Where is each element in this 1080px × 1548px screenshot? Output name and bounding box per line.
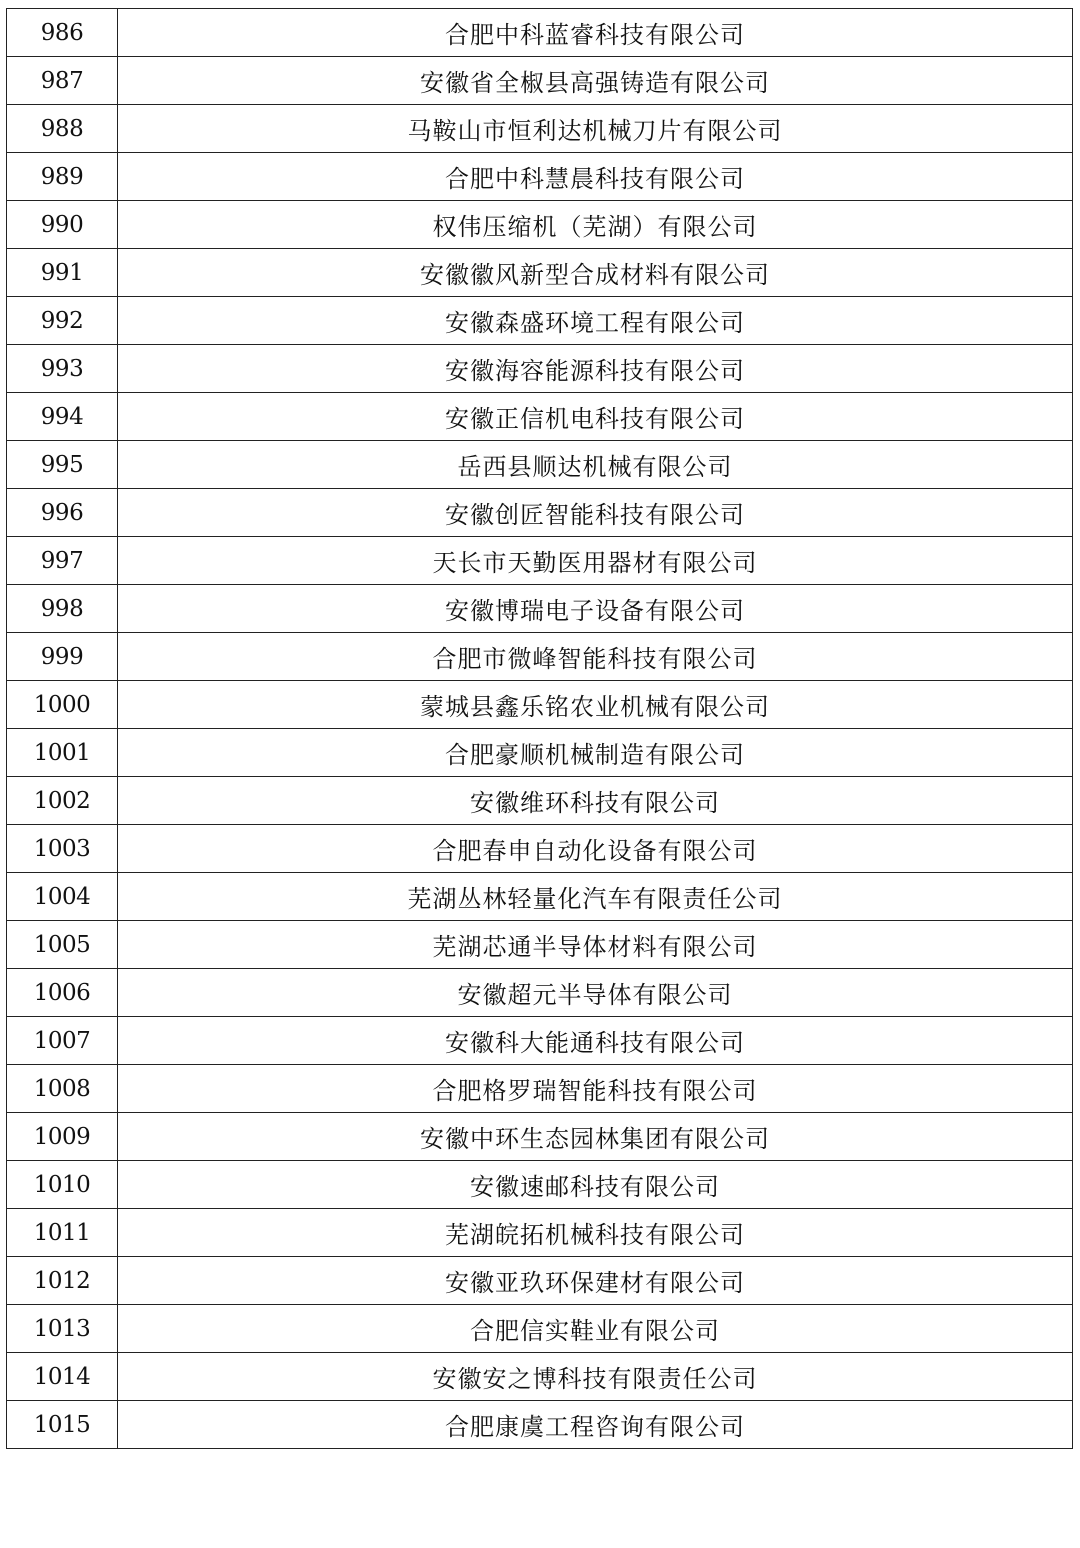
company-name: 岳西县顺达机械有限公司 xyxy=(118,441,1073,489)
company-name: 安徽超元半导体有限公司 xyxy=(118,969,1073,1017)
row-number: 1008 xyxy=(7,1065,118,1113)
table-row xyxy=(7,1065,1073,1113)
table-row xyxy=(7,1305,1073,1353)
company-list-table xyxy=(6,8,1073,1449)
row-number: 1005 xyxy=(7,921,118,969)
company-name: 安徽森盛环境工程有限公司 xyxy=(118,297,1073,345)
row-number: 986 xyxy=(7,9,118,57)
row-number: 989 xyxy=(7,153,118,201)
table-row xyxy=(7,1401,1073,1449)
row-number: 1003 xyxy=(7,825,118,873)
company-name: 安徽维环科技有限公司 xyxy=(118,777,1073,825)
company-name: 安徽创匠智能科技有限公司 xyxy=(118,489,1073,537)
company-name: 合肥豪顺机械制造有限公司 xyxy=(118,729,1073,777)
row-number: 1004 xyxy=(7,873,118,921)
table-row xyxy=(7,921,1073,969)
company-name: 安徽亚玖环保建材有限公司 xyxy=(118,1257,1073,1305)
row-number: 998 xyxy=(7,585,118,633)
company-name: 合肥春申自动化设备有限公司 xyxy=(118,825,1073,873)
table-row xyxy=(7,633,1073,681)
company-name: 安徽海容能源科技有限公司 xyxy=(118,345,1073,393)
table-row xyxy=(7,537,1073,585)
row-number: 1009 xyxy=(7,1113,118,1161)
row-number: 995 xyxy=(7,441,118,489)
table-row xyxy=(7,249,1073,297)
table-row xyxy=(7,1209,1073,1257)
company-name: 蒙城县鑫乐铭农业机械有限公司 xyxy=(118,681,1073,729)
row-number: 1014 xyxy=(7,1353,118,1401)
row-number: 992 xyxy=(7,297,118,345)
row-number: 999 xyxy=(7,633,118,681)
table-row xyxy=(7,393,1073,441)
row-number: 1012 xyxy=(7,1257,118,1305)
company-name: 安徽徽风新型合成材料有限公司 xyxy=(118,249,1073,297)
company-name: 权伟压缩机（芜湖）有限公司 xyxy=(118,201,1073,249)
row-number: 996 xyxy=(7,489,118,537)
table-row xyxy=(7,1113,1073,1161)
row-number: 990 xyxy=(7,201,118,249)
row-number: 1011 xyxy=(7,1209,118,1257)
table-row xyxy=(7,777,1073,825)
company-name: 合肥格罗瑞智能科技有限公司 xyxy=(118,1065,1073,1113)
table-row xyxy=(7,825,1073,873)
table-row xyxy=(7,297,1073,345)
company-name: 合肥中科蓝睿科技有限公司 xyxy=(118,9,1073,57)
table-row xyxy=(7,1257,1073,1305)
row-number: 987 xyxy=(7,57,118,105)
row-number: 991 xyxy=(7,249,118,297)
table-row xyxy=(7,1017,1073,1065)
company-name: 芜湖皖拓机械科技有限公司 xyxy=(118,1209,1073,1257)
company-name: 安徽省全椒县高强铸造有限公司 xyxy=(118,57,1073,105)
row-number: 1013 xyxy=(7,1305,118,1353)
company-name: 安徽中环生态园林集团有限公司 xyxy=(118,1113,1073,1161)
company-name: 安徽博瑞电子设备有限公司 xyxy=(118,585,1073,633)
company-name: 合肥信实鞋业有限公司 xyxy=(118,1305,1073,1353)
table-row xyxy=(7,9,1073,57)
company-name: 天长市天勤医用器材有限公司 xyxy=(118,537,1073,585)
row-number: 1002 xyxy=(7,777,118,825)
company-name: 安徽速邮科技有限公司 xyxy=(118,1161,1073,1209)
table-row xyxy=(7,345,1073,393)
table-row xyxy=(7,489,1073,537)
company-name: 合肥市微峰智能科技有限公司 xyxy=(118,633,1073,681)
table-row xyxy=(7,105,1073,153)
company-name: 马鞍山市恒利达机械刀片有限公司 xyxy=(118,105,1073,153)
table-row xyxy=(7,969,1073,1017)
row-number: 1001 xyxy=(7,729,118,777)
row-number: 1007 xyxy=(7,1017,118,1065)
table-row xyxy=(7,585,1073,633)
row-number: 994 xyxy=(7,393,118,441)
company-name: 合肥中科慧晨科技有限公司 xyxy=(118,153,1073,201)
table-row xyxy=(7,729,1073,777)
table-row xyxy=(7,153,1073,201)
table-row xyxy=(7,441,1073,489)
table-row xyxy=(7,873,1073,921)
company-name: 安徽安之博科技有限责任公司 xyxy=(118,1353,1073,1401)
table-row xyxy=(7,1161,1073,1209)
company-name: 安徽科大能通科技有限公司 xyxy=(118,1017,1073,1065)
table-row xyxy=(7,681,1073,729)
table-row xyxy=(7,1353,1073,1401)
company-name: 芜湖芯通半导体材料有限公司 xyxy=(118,921,1073,969)
company-name: 安徽正信机电科技有限公司 xyxy=(118,393,1073,441)
company-name: 芜湖丛林轻量化汽车有限责任公司 xyxy=(118,873,1073,921)
row-number: 997 xyxy=(7,537,118,585)
company-name: 合肥康虞工程咨询有限公司 xyxy=(118,1401,1073,1449)
row-number: 1015 xyxy=(7,1401,118,1449)
row-number: 988 xyxy=(7,105,118,153)
table-body xyxy=(7,9,1073,1449)
table-row xyxy=(7,57,1073,105)
row-number: 1006 xyxy=(7,969,118,1017)
row-number: 1010 xyxy=(7,1161,118,1209)
table-row xyxy=(7,201,1073,249)
row-number: 993 xyxy=(7,345,118,393)
row-number: 1000 xyxy=(7,681,118,729)
